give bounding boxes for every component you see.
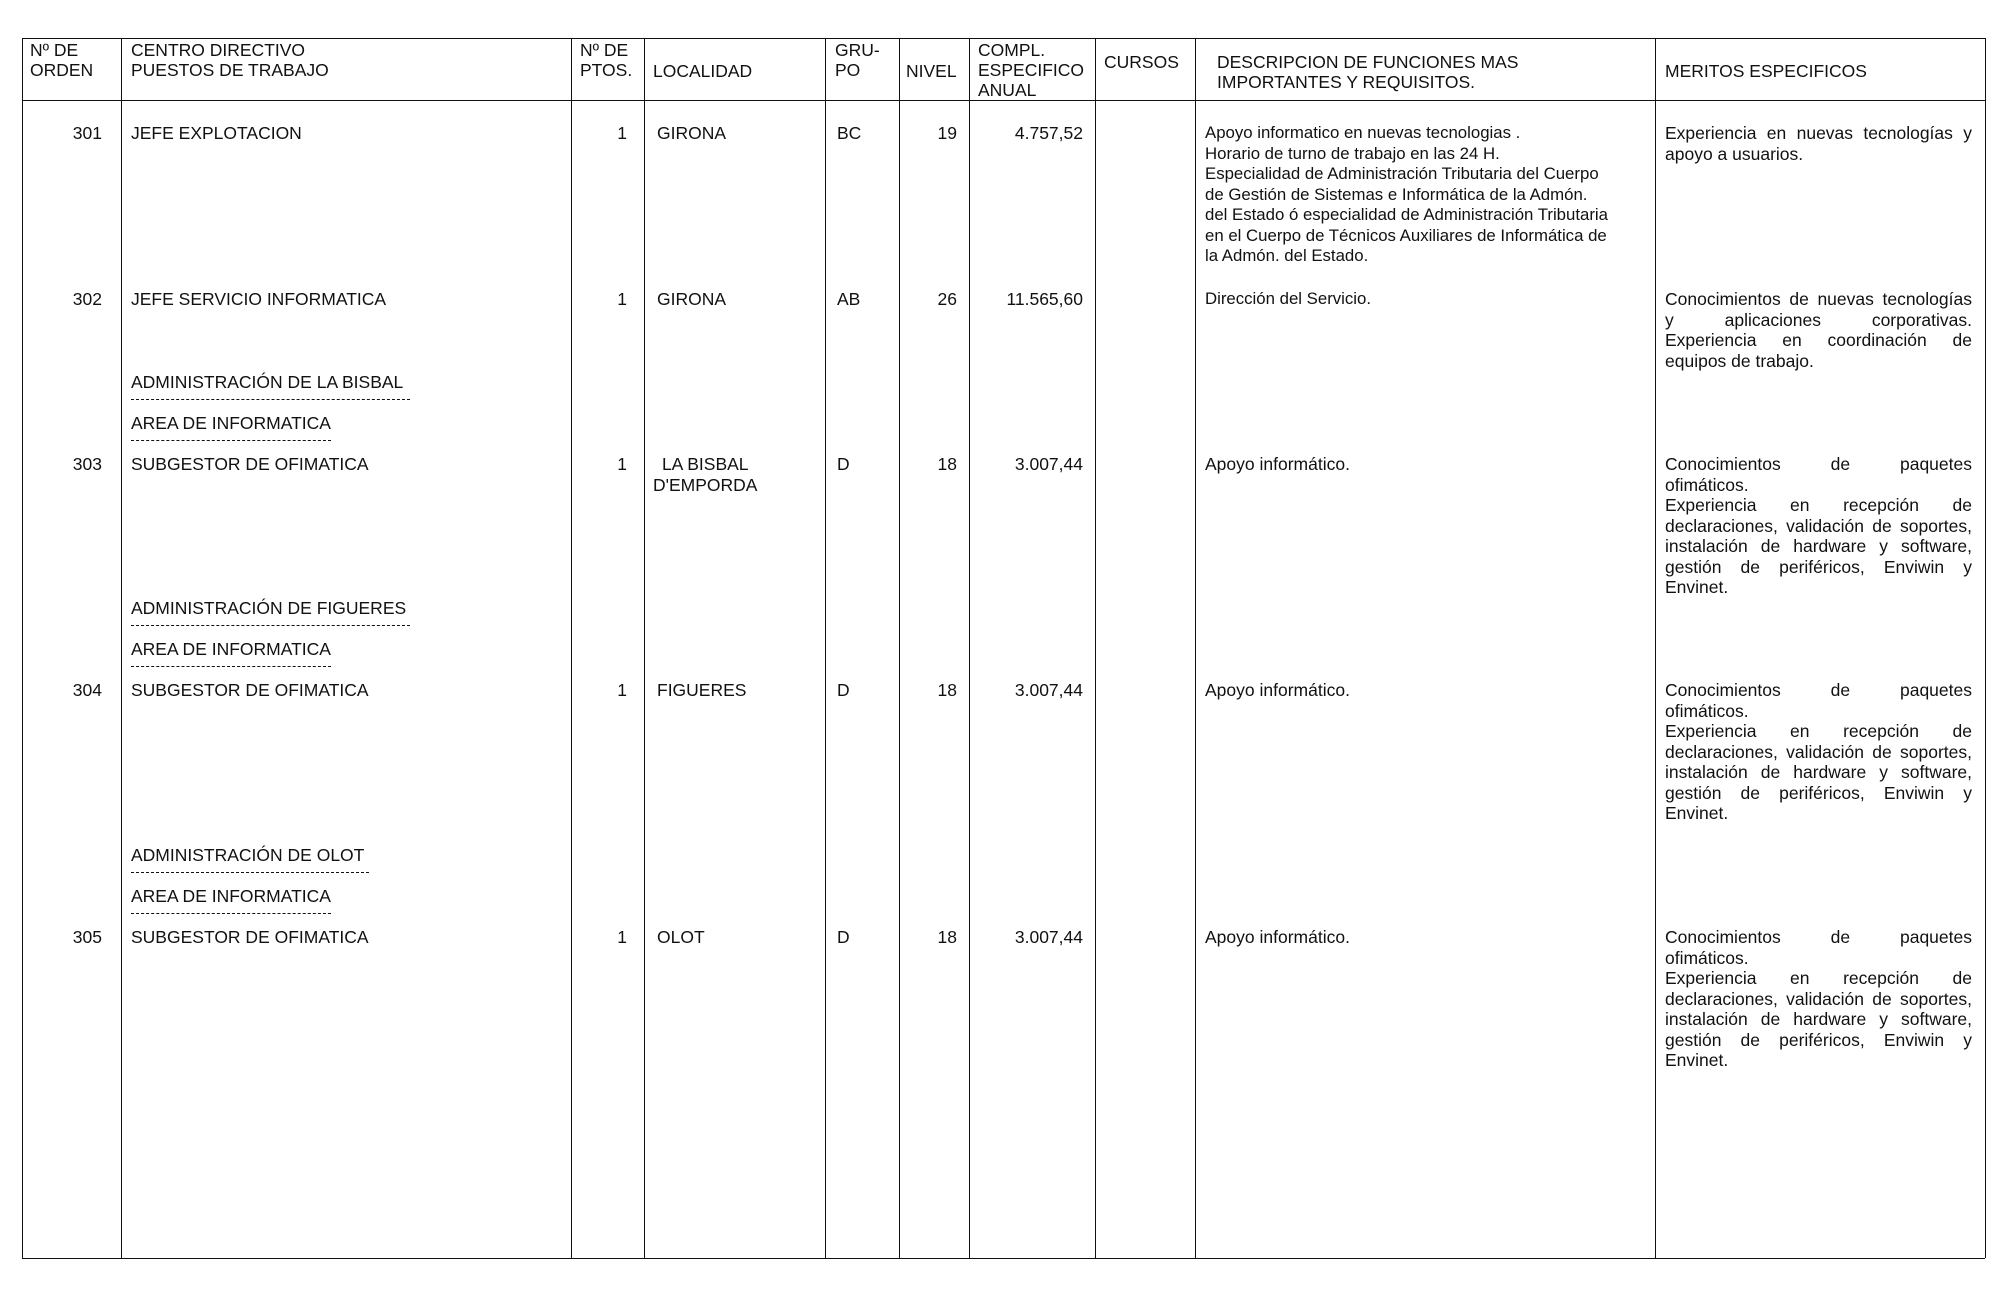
row-grupo: D <box>837 927 850 947</box>
row-localidad: GIRONA <box>657 289 727 309</box>
header-nivel: NIVEL <box>906 61 957 81</box>
row-compl: 3.007,44 <box>1014 454 1083 474</box>
row-compl: 3.007,44 <box>1014 927 1083 947</box>
section-centro: ADMINISTRACIÓN DE LA BISBAL <box>131 372 404 392</box>
section-underline <box>131 399 410 400</box>
header-localidad: LOCALIDAD <box>653 61 753 81</box>
row-localidad: OLOT <box>657 927 705 947</box>
row-meritos: Conocimientos de paquetes ofimáticos. Experiencia en recepción de declaraciones, validación de soportes, instalación de hardware y software, gestión de periféricos, Enviwin y Envinet. <box>1665 680 1972 823</box>
row-nivel: 18 <box>937 927 957 947</box>
header-grupo: GRU- PO <box>835 40 880 80</box>
row-descripcion: Apoyo informático. <box>1205 680 1350 700</box>
header-orden: Nº DE ORDEN <box>30 40 94 80</box>
row-ptos: 1 <box>617 289 627 309</box>
row-descripcion: Dirección del Servicio. <box>1205 289 1372 308</box>
row-meritos: Conocimientos de paquetes ofimáticos. Experiencia en recepción de declaraciones, validación de soportes, instalación de hardware y software, gestión de periféricos, Enviwin y Envinet. <box>1665 927 1972 1070</box>
row-orden: 301 <box>72 123 102 143</box>
row-puesto: SUBGESTOR DE OFIMATICA <box>131 454 369 474</box>
section-underline <box>131 625 410 626</box>
row-descripcion: Apoyo informático. <box>1205 454 1350 474</box>
row-meritos: Experiencia en nuevas tecnologías y apoyo a usuarios. <box>1665 123 1972 164</box>
row-nivel: 26 <box>937 289 957 309</box>
header-centro-directivo: CENTRO DIRECTIVO PUESTOS DE TRABAJO <box>131 40 329 80</box>
header-bottom-border <box>22 100 1985 101</box>
row-orden: 302 <box>72 289 102 309</box>
row-puesto: SUBGESTOR DE OFIMATICA <box>131 927 369 947</box>
row-puesto: SUBGESTOR DE OFIMATICA <box>131 680 369 700</box>
row-descripcion: Apoyo informatico en nuevas tecnologias . Horario de turno de trabajo en las 24 H. Especialidad de Administración Tributaria del Cuerpo de Gestión de Sistemas e Informática de la Admón. del Estado ó especialidad de Administración Tributaria en el Cuerpo de Técnicos Auxiliares de Informática de la Admón. del Estado. <box>1205 123 1608 265</box>
column-divider <box>899 38 900 1258</box>
row-nivel: 19 <box>937 123 957 143</box>
section-centro: ADMINISTRACIÓN DE FIGUERES <box>131 598 407 618</box>
column-divider <box>1095 38 1096 1258</box>
row-compl: 11.565,60 <box>1006 289 1083 309</box>
column-divider <box>644 38 645 1258</box>
row-descripcion: Apoyo informático. <box>1205 927 1350 947</box>
table-bottom-border <box>22 1258 1985 1259</box>
column-divider <box>1195 38 1196 1258</box>
header-compl-especifico: COMPL. ESPECIFICO ANUAL <box>978 40 1084 100</box>
row-compl: 3.007,44 <box>1014 680 1083 700</box>
row-localidad: LA BISBAL D'EMPORDA <box>653 454 758 495</box>
column-divider <box>571 38 572 1258</box>
header-meritos: MERITOS ESPECIFICOS <box>1665 61 1867 81</box>
column-divider <box>1985 38 1986 1258</box>
row-puesto: JEFE EXPLOTACION <box>131 123 302 143</box>
section-area: AREA DE INFORMATICA <box>131 639 331 659</box>
column-divider <box>121 38 122 1258</box>
row-ptos: 1 <box>617 454 627 474</box>
row-grupo: D <box>837 680 850 700</box>
row-nivel: 18 <box>937 454 957 474</box>
row-orden: 304 <box>72 680 102 700</box>
section-underline <box>131 666 331 667</box>
column-divider <box>1655 38 1656 1258</box>
table-top-border <box>22 38 1985 39</box>
row-ptos: 1 <box>617 927 627 947</box>
section-centro: ADMINISTRACIÓN DE OLOT <box>131 845 365 865</box>
section-area: AREA DE INFORMATICA <box>131 413 331 433</box>
row-ptos: 1 <box>617 680 627 700</box>
header-descripcion: DESCRIPCION DE FUNCIONES MAS IMPORTANTES Y REQUISITOS. <box>1217 52 1519 92</box>
section-underline <box>131 913 331 914</box>
section-area: AREA DE INFORMATICA <box>131 886 331 906</box>
row-grupo: AB <box>837 289 861 309</box>
row-puesto: JEFE SERVICIO INFORMATICA <box>131 289 387 309</box>
row-grupo: BC <box>837 123 862 143</box>
row-compl: 4.757,52 <box>1014 123 1083 143</box>
row-orden: 305 <box>72 927 102 947</box>
section-underline <box>131 440 331 441</box>
row-localidad: FIGUERES <box>657 680 747 700</box>
row-meritos: Conocimientos de paquetes ofimáticos. Experiencia en recepción de declaraciones, validación de soportes, instalación de hardware y software, gestión de periféricos, Enviwin y Envinet. <box>1665 454 1972 597</box>
row-nivel: 18 <box>937 680 957 700</box>
row-localidad: GIRONA <box>657 123 727 143</box>
section-underline <box>131 872 369 873</box>
row-grupo: D <box>837 454 850 474</box>
column-divider <box>969 38 970 1258</box>
row-orden: 303 <box>72 454 102 474</box>
column-divider <box>22 38 23 1258</box>
row-meritos: Conocimientos de nuevas tecnologías y aplicaciones corporativas. Experiencia en coordinación de equipos de trabajo. <box>1665 289 1972 371</box>
header-ptos: Nº DE PTOS. <box>580 40 633 80</box>
row-ptos: 1 <box>617 123 627 143</box>
header-cursos: CURSOS <box>1104 52 1179 72</box>
column-divider <box>825 38 826 1258</box>
